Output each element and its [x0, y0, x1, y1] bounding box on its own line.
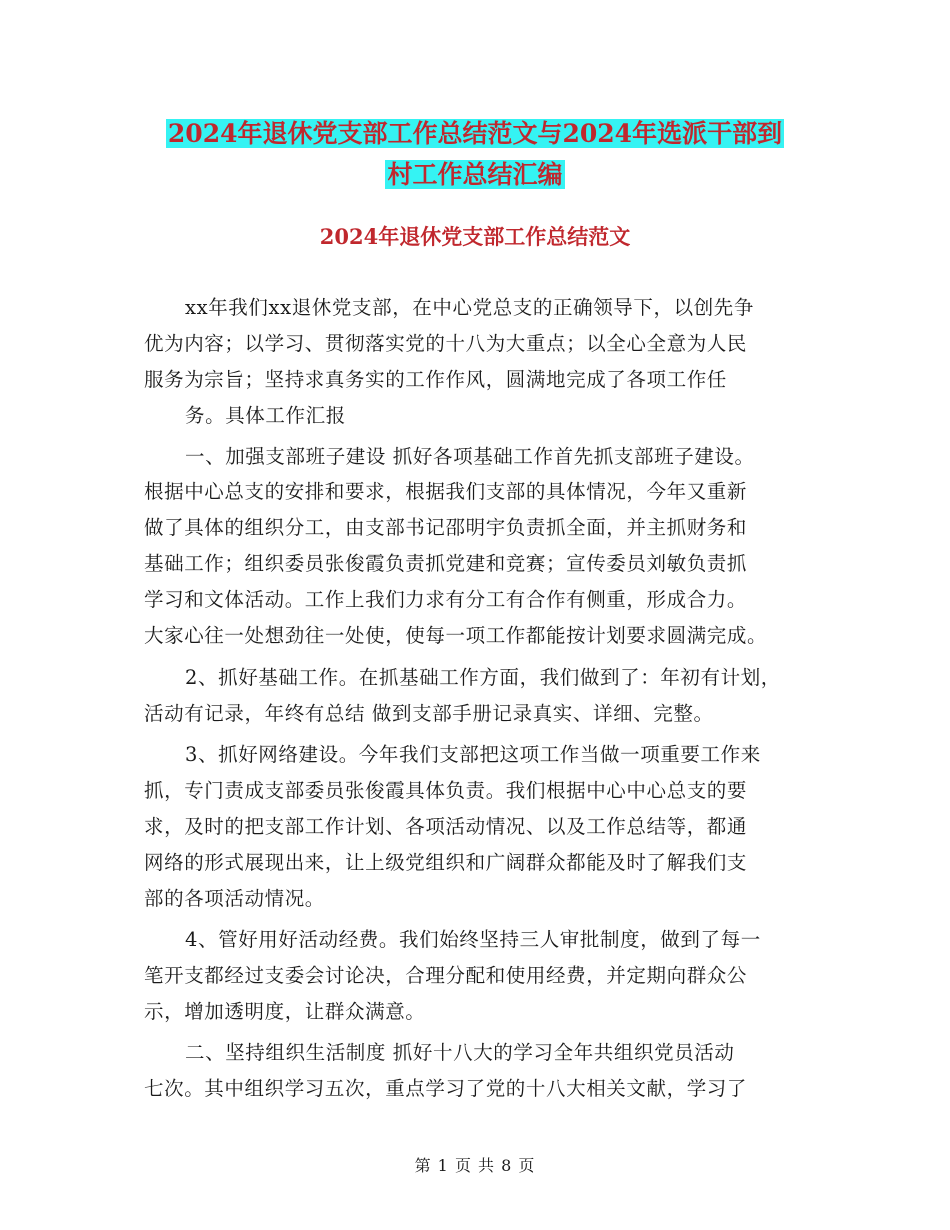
body-line: 服务为宗旨；坚持求真务实的工作作风，圆满地完成了各项工作任 [144, 368, 727, 391]
body-line: 活动有记录，年终有总结 做到支部手册记录真实、详细、完整。 [144, 702, 714, 725]
body-line: 优为内容；以学习、贯彻落实党的十八为大重点；以全心全意为人民 [144, 332, 748, 355]
body-line: 一、加强支部班子建设 抓好各项基础工作首先抓支部班子建设。 [185, 445, 755, 468]
body-line: 网络的形式展现出来，让上级党组织和广阔群众都能及时了解我们支 [144, 851, 748, 874]
body-line: 3、抓好网络建设。今年我们支部把这项工作当做一项重要工作来 [185, 743, 761, 766]
section-title: 2024年退休党支部工作总结范文 [319, 224, 631, 249]
body-line: 笔开支都经过支委会讨论决，合理分配和使用经费，并定期向群众公 [144, 964, 748, 987]
document-title-line-1: 2024年退休党支部工作总结范文与2024年选派干部到 [167, 119, 783, 148]
body-line: 求，及时的把支部工作计划、各项活动情况、以及工作总结等，都通 [144, 815, 748, 838]
body-line: 大家心往一处想劲往一处使，使每一项工作都能按计划要求圆满完成。 [144, 624, 768, 647]
body-line: 2、抓好基础工作。在抓基础工作方面，我们做到了：年初有计划， [185, 666, 781, 689]
document-title-line-2: 村工作总结汇编 [387, 160, 563, 189]
body-line: 抓，专门责成支部委员张俊霞具体负责。我们根据中心中心总支的要 [144, 779, 748, 802]
body-line: 七次。其中组织学习五次，重点学习了党的十八大相关文献，学习了 [144, 1077, 748, 1100]
body-line: 基础工作；组织委员张俊霞负责抓党建和竞赛；宣传委员刘敏负责抓 [144, 552, 748, 575]
page-footer: 第 1 页 共 8 页 [414, 1156, 536, 1175]
body-line: 示，增加透明度，让群众满意。 [144, 1000, 426, 1023]
body-line: 根据中心总支的安排和要求，根据我们支部的具体情况，今年又重新 [144, 480, 748, 503]
body-line: 务。具体工作汇报 [185, 404, 346, 427]
body-line: 部的各项活动情况。 [144, 887, 325, 910]
body-line: 4、管好用好活动经费。我们始终坚持三人审批制度，做到了每一 [185, 928, 761, 951]
body-line: 做了具体的组织分工，由支部书记邵明宇负责抓全面，并主抓财务和 [144, 516, 748, 539]
body-line: xx年我们xx退休党支部，在中心党总支的正确领导下，以创先争 [185, 296, 754, 319]
body-line: 学习和文体活动。工作上我们力求有分工有合作有侧重，形成合力。 [144, 588, 748, 611]
body-line: 二、坚持组织生活制度 抓好十八大的学习全年共组织党员活动 [185, 1041, 735, 1064]
